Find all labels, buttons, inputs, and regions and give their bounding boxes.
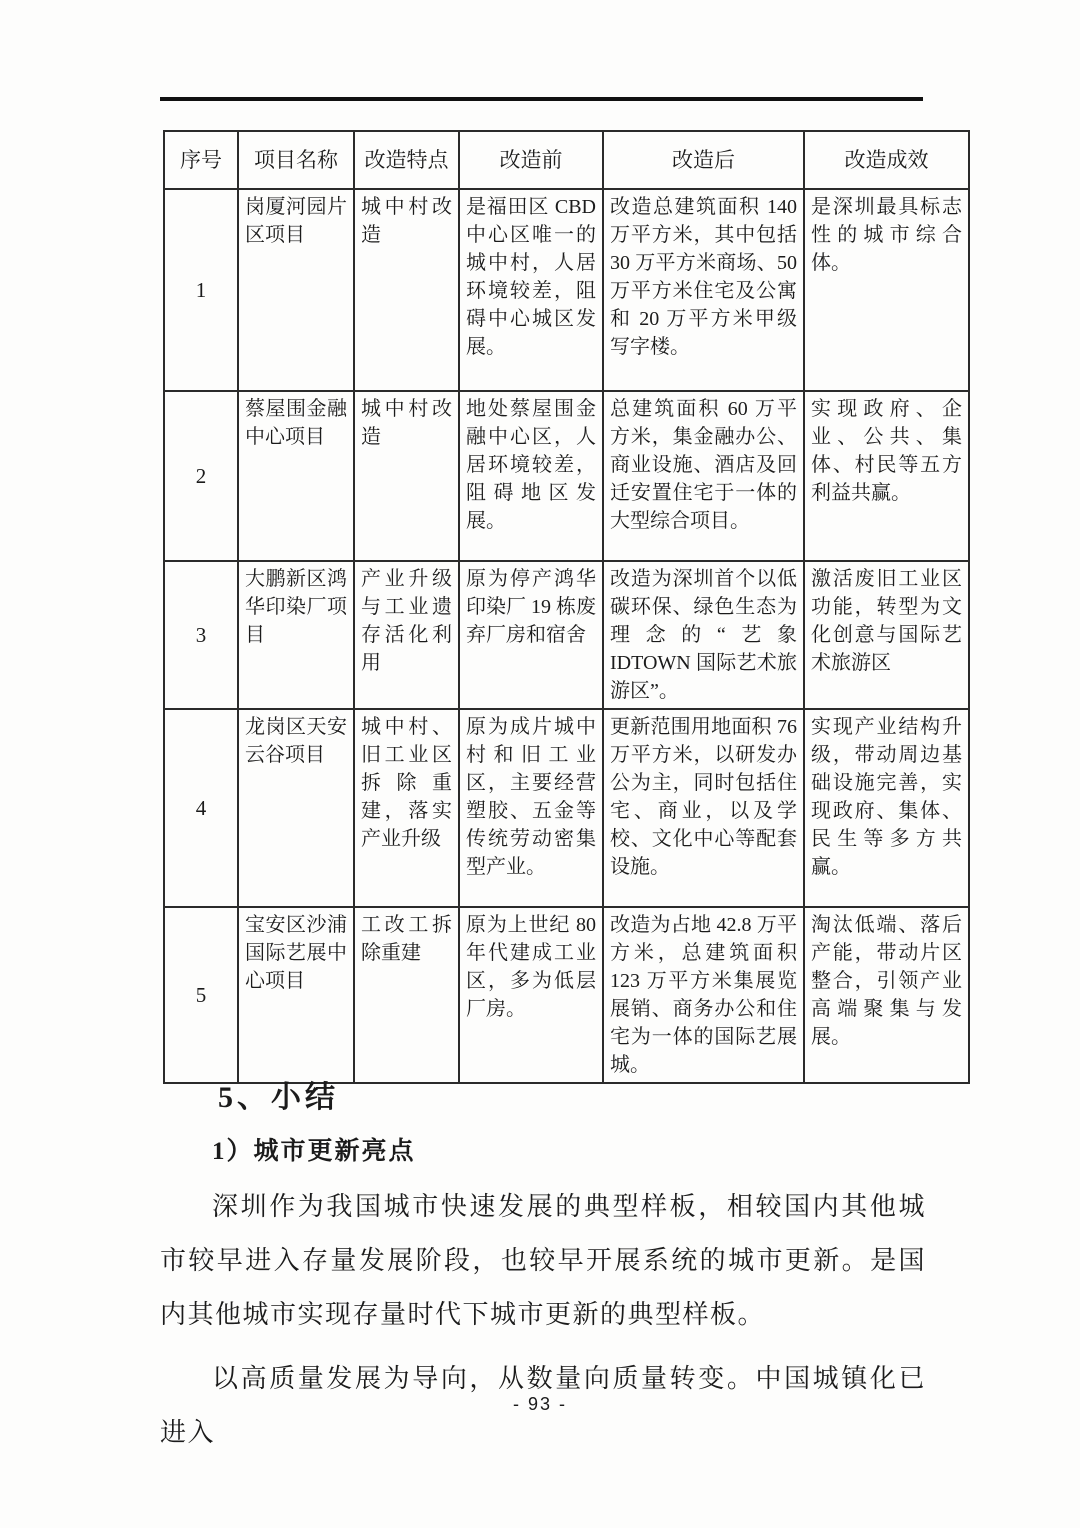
body-paragraph: 深圳作为我国城市快速发展的典型样板，相较国内其他城市较早进入存量发展阶段，也较早开展系统的城市更新。是国内其他城市实现存量时代下城市更新的典型样板。 (160, 1192, 926, 1329)
feature-cell: 工改工拆除重建 (354, 907, 459, 1083)
column-header-serial: 序号 (164, 131, 238, 189)
result-cell: 是深圳最具标志性的城市综合体。 (804, 189, 969, 391)
project-name-cell: 蔡屋围金融中心项目 (238, 391, 354, 561)
before-cell: 原为停产鸿华印染厂 19 栋废弃厂房和宿舍 (459, 561, 603, 709)
feature-cell: 城中村改造 (354, 189, 459, 391)
section-heading: 5、小结 (218, 1081, 339, 1114)
after-cell: 总建筑面积 60 万平方米，集金融办公、商业设施、酒店及回迁安置住宅于一体的大型综合项目。 (603, 391, 804, 561)
project-name-cell: 宝安区沙浦国际艺展中心项目 (238, 907, 354, 1083)
result-cell: 淘汰低端、落后产能，带动片区整合，引领产业高端聚集与发展。 (804, 907, 969, 1083)
table-row (164, 189, 969, 391)
feature-cell: 城中村改造 (354, 391, 459, 561)
table-row (164, 561, 969, 709)
project-table (163, 130, 970, 1084)
sub-heading: 1）城市更新亮点 (212, 1138, 416, 1165)
header-rule (160, 97, 923, 101)
project-name-cell: 龙岗区天安云谷项目 (238, 709, 354, 907)
column-header-result: 改造成效 (804, 131, 969, 189)
serial-cell: 1 (164, 189, 238, 391)
result-cell: 激活废旧工业区功能，转型为文化创意与国际艺术旅游区 (804, 561, 969, 709)
column-header-after: 改造后 (603, 131, 804, 189)
page-number: - 93 - (512, 1394, 567, 1414)
column-header-project-name: 项目名称 (238, 131, 354, 189)
serial-cell: 2 (164, 391, 238, 561)
body-paragraph: 以高质量发展为导向，从数量向质量转变。中国城镇化已进入 (160, 1364, 926, 1447)
after-cell: 改造为深圳首个以低碳环保、绿色生态为理念的“艺象 IDTOWN 国际艺术旅游区”。 (603, 561, 804, 709)
feature-cell: 产业升级与工业遗存活化利用 (354, 561, 459, 709)
serial-cell: 4 (164, 709, 238, 907)
column-header-before: 改造前 (459, 131, 603, 189)
after-cell: 更新范围用地面积 76 万平方米，以研发办公为主，同时包括住宅、商业，以及学校、文化中心等配套设施。 (603, 709, 804, 907)
table-row (164, 907, 969, 1083)
project-name-cell: 大鹏新区鸿华印染厂项目 (238, 561, 354, 709)
project-name-cell: 岗厦河园片区项目 (238, 189, 354, 391)
after-cell: 改造为占地 42.8 万平方米，总建筑面积 123 万平方米集展览展销、商务办公和住宅为一体的国际艺展城。 (603, 907, 804, 1083)
before-cell: 原为成片城中村和旧工业区，主要经营塑胶、五金等传统劳动密集型产业。 (459, 709, 603, 907)
result-cell: 实现政府、企业、公共、集体、村民等五方利益共赢。 (804, 391, 969, 561)
table-row (164, 709, 969, 907)
serial-cell: 3 (164, 561, 238, 709)
table-header-row (164, 131, 969, 189)
column-header-feature: 改造特点 (354, 131, 459, 189)
table-row (164, 391, 969, 561)
before-cell: 地处蔡屋围金融中心区，人居环境较差，阻碍地区发展。 (459, 391, 603, 561)
after-cell: 改造总建筑面积 140 万平方米，其中包括 30 万平方米商场、50 万平方米住宅及公寓和 20 万平方米甲级写字楼。 (603, 189, 804, 391)
before-cell: 是福田区 CBD 中心区唯一的城中村，人居环境较差，阻碍中心城区发展。 (459, 189, 603, 391)
feature-cell: 城中村、旧工业区拆除重建，落实产业升级 (354, 709, 459, 907)
serial-cell: 5 (164, 907, 238, 1083)
result-cell: 实现产业结构升级，带动周边基础设施完善，实现政府、集体、民生等多方共赢。 (804, 709, 969, 907)
before-cell: 原为上世纪 80 年代建成工业区，多为低层厂房。 (459, 907, 603, 1083)
